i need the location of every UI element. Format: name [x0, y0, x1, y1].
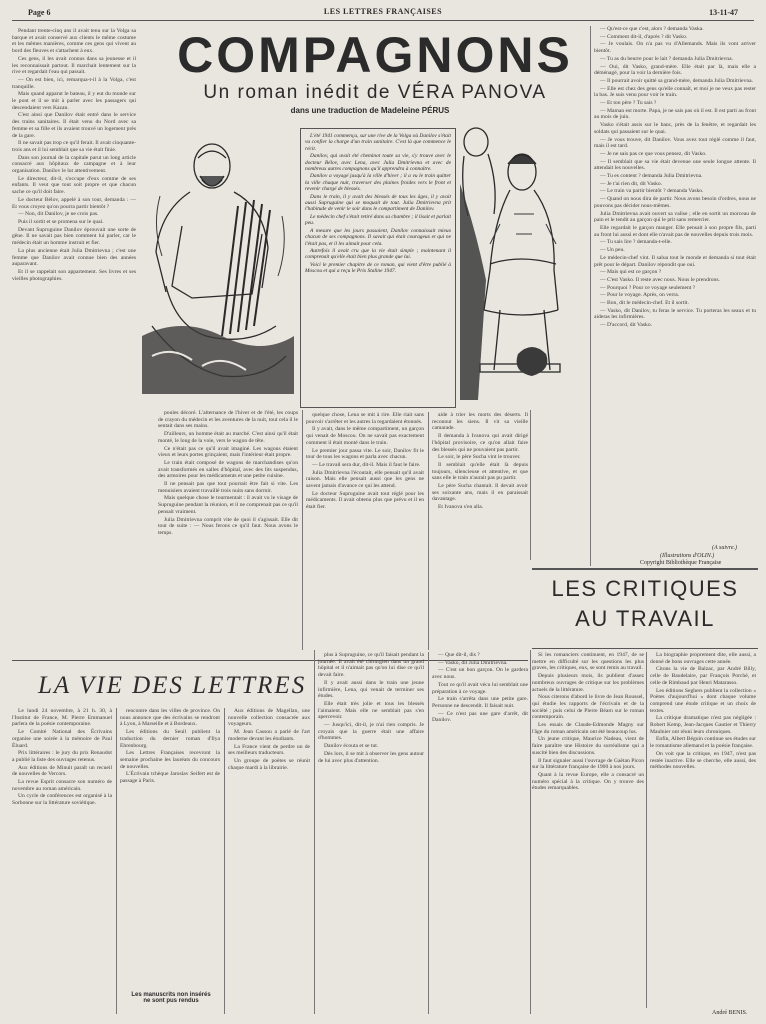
- feature-title: COMPAGNONS: [177, 27, 573, 83]
- text-column: Si les romanciers continuent, en 1947, de se mettre en difficulté sur les questions les plus graves, les critiques, eux, se sont remis au travail. Depuis plusieurs mois, ils publient d'assez nombreux ouvrages de critique sur les problèmes actuels de la littérature. Nous citerons d'abord le livre de Jean Roussel, qui étudie les rapports de l'écrivain et de la société ; puis celui de Pierre Béarn sur le roman contemporain. Les essais de Claude-Edmonde Magny sur l'âge du roman américain ont été beaucoup lus. Un jeune critique, Maurice Nadeau, vient de faire paraître une Histoire du surréalisme qui a suscité bien des discussions. Il faut signaler aussi l'ouvrage de Gaëtan Picon sur la littérature française de 1900 à nos jours. Quant à la revue Europe, elle a consacré un numéro spécial à la critique. On y trouve des études remarquables.: [532, 652, 644, 792]
- column-divider: [302, 410, 303, 650]
- critiques-heading-box: [532, 568, 758, 649]
- seated-woman-and-nurse-icon: [460, 124, 586, 400]
- man-holding-wood-icon: [142, 126, 294, 394]
- header-rule: [12, 20, 754, 21]
- text-column: La biographie proprement dite, elle aussi, a donné de bons ouvrages cette année. Citons la vie de Balzac, par André Billy, celle de Baudelaire, par François Porché, et celle de Rimbaud par Henri Matarasso. Les éditions Seghers publient la collection « Poètes d'aujourd'hui » dont chaque volume comprend une étude critique et un choix de textes. La critique dramatique n'est pas négligée : Robert Kemp, Jean-Jacques Gautier et Thierry Maulnier ont réuni leurs chroniques. Enfin, Albert Béguin continue ses études sur le romantisme allemand et la poésie française. On voit que la critique, en 1947, n'est pas restée inactive. Elle se cherche, elle aussi, des méthodes nouvelles.: [650, 652, 756, 771]
- column-divider: [428, 412, 429, 650]
- column-divider: [314, 650, 315, 1014]
- text-column: poules décoré. L'alternance de l'hiver et de l'été, les coups de crayon du médecin et les aventures de la nuit, tout cela il le sentait dans ses mains. D'ailleurs, un homme était au marché. C'est ainsi qu'il était monté, le long de la voie, vers le wagon de tête. Ce n'était pas ce qu'il avait imaginé. Les wagons étaient vieux et leurs portes grinçaient, mais l'intérieur était propre. Le train était composé de wagons de marchandises qu'on avait transformés en salles d'hôpital, avec des lits suspendus, des armoires pour les médicaments et une petite cuisine. Il ne pensait pas que tout pourrait être fait si vite. Les menuisiers avaient travaillé trois nuits sans dormir. Mais quelque chose le tourmentait : il avait vu le visage de Supruguine pendant la réunion, et il ne comprenait pas ce qu'il pensait vraiment. Julia Dmitrievna comprit vite de quoi il s'agissait. Elle dit tout de suite : — Nous ferons ce qu'il faut. Nous avons le temps.: [158, 410, 298, 536]
- column-divider: [590, 26, 591, 566]
- text-column: aide à trier les morts des déserts. Il reconnut les siens. Il vit sa vieille camarade. Il demanda à Ivanova qui avait dirigé l'hôpital provisoire, ce qu'on allait faire des blessés qui ne pouvaient pas partir. Le soir, le père Sucha vint le trouver. Il semblait qu'elle était là depuis toujours, silencieuse et attentive, et que sans elle le train n'aurait pas pu partir. Le père Sucha chantait. Il devait avoir ses soixante ans, mais il en paraissait davantage. Et Ivanova s'en alla.: [432, 412, 528, 511]
- text-column: Le lundi 24 novembre, à 21 h. 30, à l'Institut de France, M. Pierre Emmanuel parlera de la poésie contemporaine. Le Comité National des Écrivains organise une soirée à la mémoire de Paul Éluard. Prix littéraires : le jury du prix Renaudot a publié la liste des ouvrages retenus. Aux éditions de Minuit paraît un recueil de nouvelles de Vercors. La revue Esprit consacre son numéro de novembre au roman américain. Un cycle de conférences est organisé à la Sorbonne sur la littérature soviétique.: [12, 708, 112, 807]
- column-divider: [428, 652, 429, 1014]
- column-divider: [646, 652, 647, 1008]
- column-divider: [530, 650, 531, 1014]
- illustration-credit: (Illustrations d'OLIN.): [660, 553, 715, 559]
- intro-summary-box: L'été 1941 commença, sur une rive de la Volga où Danilov s'était vu confier la charge d'un train sanitaire. C'est là que commence le récit. Danilov, qui avait été cheminot toute sa vie, s'y trouve avec le docteur Bélov, avec Lena, avec Julia Dmitrievna et avec de nombreux autres compagnons qu'il apprendra à connaître. Danilov a voyagé jusqu'à la ville d'hiver ; il a vu le train quitter la ville chaque nuit, traverser des plaines froides vers le front et revenir chargé de blessés. Dans le train, il y avait des blessés de tous les âges, il y avait aussi Supruguine qui se moquait de tout. Julia Dmitrievna prit l'habitude de venir le soir dans le compartiment de Danilov. Le médecin chef s'était retiré dans sa chambre ; il lisait et parlait peu. A mesure que les jours passaient, Danilov connaissait mieux chacun de ses compagnons. Il savait qui était courageux et qui ne l'était pas, et il les aimait pour cela. Autrefois il avait cru que la vie était simple ; maintenant il comprenait qu'elle était bien plus grande que lui. Voici le premier chapitre de ce roman, qui vient d'être publié à Moscou et qui a reçu le Prix Staline 1947.: [300, 128, 456, 408]
- column-divider: [116, 708, 117, 1014]
- text-column: quelque chose, Lena se mit à rire. Elle riait sans pouvoir s'arrêter et les autres la regardaient étonnés. Il y avait, dans le même compartiment, un garçon qui venait de Moscou. On ne savait pas exactement comment il était monté dans le train. Le premier jour passa vite. Le soir, Danilov fit le tour de tous les wagons et parla avec chacun. — Le travail sera dur, dit-il. Mais il faut le faire. Julia Dmitrievna l'écoutait, elle pensait qu'il avait raison. Mais elle pensait aussi que les gens ne savent jamais d'avance ce qui les attend. Le docteur Supruguine avait tout réglé pour les médicaments. Il avait obtenu plus que prévu et il en était fier.: [306, 412, 424, 511]
- text-column: Aux éditions de Magellan, une nouvelle collection consacrée aux voyageurs. M. Jean Cassou a parlé de l'art moderne devant les étudiants. La France vient de perdre un de ses meilleurs traducteurs. Un groupe de poètes se réunit chaque mardi à la librairie.: [228, 708, 310, 771]
- translator-credit: dans une traduction de Madeleine PÉRUS: [290, 106, 450, 115]
- text-column: Pendant trente-cinq ans il avait tenu sur la Volga sa barque et avait conservé aux clients le même costume et les mêmes manières, comme ces gens qui vivent au bord des fleuves et s'attachent à eux. Ces gens, il les avait connus dans sa jeunesse et il les reconnaissait partout. Il marchait lentement sur la rive et regardait l'eau qui passait. — On est bien, ici, remarqua-t-il à la Volga, c'est tranquille. Mais quand apparut le bateau, il y eut du monde sur le pont et il se mit à parler avec les passagers qui descendaient vers Kazan. C'est ainsi que Danilov était entré dans le service des trains sanitaires. Il était venu du Nord avec sa femme et sa fille et ils avaient trouvé un logement près de la gare. Il ne savait pas trop ce qu'il ferait. Il avait cinquante-trois ans et il lui semblait que sa vie était finie. Dans son journal de la capitale parut un long article consacré aux hôpitaux de campagne et à leur organisation. Danilov le lut attentivement. Le directeur, dit-il, s'occupe d'eux comme de ses enfants. Il veut que tout soit propre et que chacun sache ce qu'il doit faire. Le docteur Bélov, appelé à son tour, demanda : — Et vous croyez qu'on pourra partir bientôt ? — Non, dit Danilov, je ne crois pas. Puis il sortit et se promena sur le quai. Devant Supruguine Danilov éprouvait une sorte de gêne. Il ne savait pas bien comment lui parler, car le médecin était un homme instruit et fier. La plus ancienne était Julia Dmitrievna ; c'est une femme que Danilov avait connue bien des années auparavant. Et il se rappelait son appartement. Ses livres et ses vieilles photographies.: [12, 28, 136, 282]
- text-column: rencontre dans les villes de province. On nous annonce que des écrivains se rendront à Lyon, à Marseille et à Bordeaux. Les éditions du Seuil publient la traduction du dernier roman d'Ilya Ehrenbourg. Les Lettres Françaises recevront la semaine prochaine les lauréats du concours de nouvelles. L'Écrivain tchèque Jaroslav Seifert est de passage à Paris.: [120, 708, 220, 785]
- page-header: [8, 6, 758, 20]
- vie-des-lettres-title: LA VIE DES LETTRES: [38, 672, 307, 699]
- text-column: plus à Supruguine, ce qu'il faisait pendant la journée. Il avait été chirurgien dans un grand hôpital et il n'aimait pas qu'on lui dise ce qu'il devait faire. Il y avait aussi dans le train une jeune infirmière, Lena, qui venait de terminer ses études. Elle était très jolie et tous les blessés l'aimaient. Mais elle ne semblait pas s'en apercevoir. — Jusqu'ici, dit-il, je n'ai rien compris. Je croyais que la guerre était une affaire d'hommes. Danilov écouta et se tut. Dès lors, il se mit à observer les gens autour de lui avec plus d'attention.: [318, 652, 424, 764]
- critiques-title-line1: LES CRITIQUES: [551, 576, 739, 601]
- issue-date: 13-11-47: [709, 8, 738, 17]
- manuscripts-note-line1: Les manuscrits non insérés: [131, 992, 211, 998]
- manuscripts-note: [122, 992, 220, 1004]
- manuscripts-note-line2: ne sont pus rendus: [143, 998, 199, 1004]
- critiques-signature: André BENIS.: [712, 1010, 748, 1016]
- text-column: — Que dit-il, dis ? — Vasko, dit Julia Dmitrievna. — C'est un bon garçon. On le gardera avec nous. Tout ce qu'il avait vécu lui semblait une préparation à ce voyage. Le train s'arrêta dans une petite gare. Personne ne descendit. Il faisait nuit. — Ce n'est pas une gare d'arrêt, dit Danilov.: [432, 652, 528, 724]
- column-divider: [224, 708, 225, 1014]
- copyright-line: Copyright Bibliothèque Française: [640, 560, 722, 566]
- page-number: Page 6: [28, 8, 51, 17]
- text-column: — Qu'est-ce que c'est, alors ? demanda Vaska. — Comment dit-il, d'après ? dit Vasko. — Je voulais. On n'a pas vu d'Allemands. Mais ils vont arriver bientôt. — Tu as du beurre pour le lait ? demanda Julia Dmitrievna. — Oui, dit Vasko, grand-mère. Elle était par là, mais elle a déménagé, pour la voir la dernière fois. — Il pourrait avoir quitté sa grand-mère, demanda Julia Dmitrievna. — Elle est chez des gens qu'elle connaît, et moi je ne veux pas rester la bas. Je suis venu pour voir le train. — Et ton père ? Tu sais ? — Maman est morte. Papa, je ne sais pas où il est. Il est parti au front au mois de juin. Vasko s'était assis sur le banc, près de la fenêtre, et regardait les soldats qui passaient sur le quai. — Je vous trouve, dit Danilov. Vous avez tout réglé comme il faut, mais il est tard. — Je ne sais pas ce que vous pensez, dit Vasko. — Il semblait que sa vie était devenue une seule longue attente. Il attendait les nouvelles. — Tu es content ? demanda Julia Dmitrievna. — Je t'ai rien dit, dit Vasko. — Le train va partir bientôt ? demanda Vasko. — Quand on nous dira de partir. Nous avons besoin d'ordres, nous ne pouvons pas décider nous-mêmes. Julia Dmitrievna avait ouvert sa valise ; elle en sortit un morceau de pain et le tendit au garçon qui le prit sans remercier. Elle regardait le garçon manger. Elle pensait à son propre fils, parti au front lui aussi et dont elle n'avait pas de nouvelles depuis trois mois. — Tu sais lire ? demanda-t-elle. — Un peu. Le médecin-chef vint. Il salua tout le monde et demanda si tout était prêt pour le départ. Danilov répondit que oui. — Mais qui est ce garçon ? — C'est Vasko. Il reste avec nous. Nous le prendrons. — Pourquoi ? Pour ce voyage seulement ? — Pour le voyage. Après, on verra. — Bon, dit le médecin-chef. Et il sortit. — Vasko, dit Danilov, tu feras le service. Tu porteras les seaux et tu aideras les infirmières. — D'accord, dit Vasko.: [594, 26, 756, 329]
- critiques-title-line2: AU TRAVAIL: [575, 606, 715, 631]
- column-divider: [530, 410, 531, 560]
- to-follow-note: (A suivre.): [712, 545, 737, 551]
- masthead: LES LETTRES FRANÇAISES: [323, 7, 443, 16]
- feature-subtitle: Un roman inédit de VÉRA PANOVA: [203, 82, 547, 103]
